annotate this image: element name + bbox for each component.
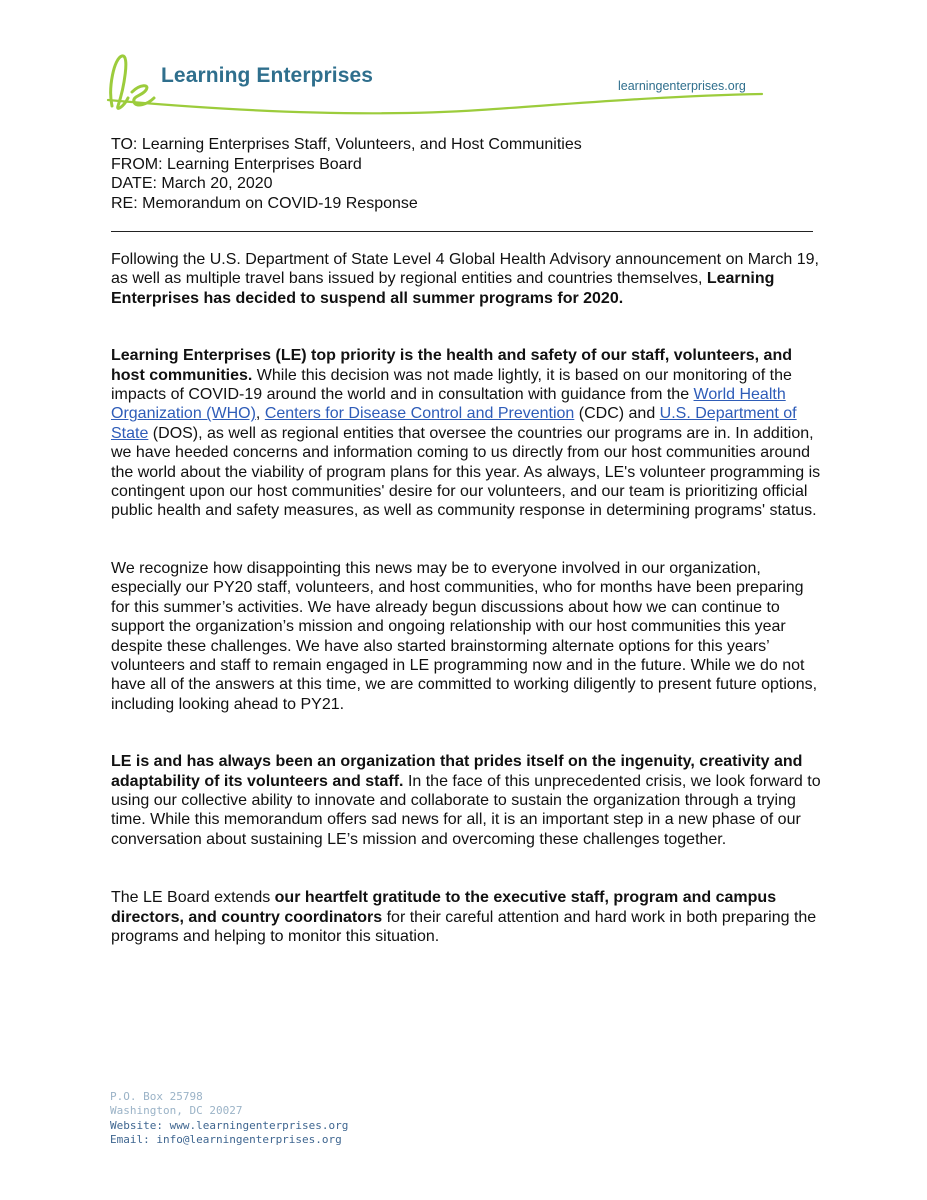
memo-divider (111, 231, 813, 232)
paragraph-adaptability: LE is and has always been an organization that prides itself on the ingenuity, creativity and adaptability of its volunteers and staff. In the face of this unprecedented crisis, we look forward to using our collective ability to innovate and collaborate to sustain the organization through a trying time. While this memorandum offers sad news for all, it is an important step in a new phase of our conversation about sustaining LE’s mission and overcoming these challenges together. (111, 753, 821, 848)
paragraph-announcement: Following the U.S. Department of State Level 4 Global Health Advisory announcement on March 19, as well as multiple travel bans issued by regional entities and countries themselves, Learning Enterprises has decided to suspend all summer programs for 2020. (111, 251, 819, 307)
cdc-link[interactable]: Centers for Disease Control and Prevention (264, 405, 575, 423)
footer-email: Email: info@learningenterprises.org (110, 1132, 342, 1146)
memo-from: FROM: Learning Enterprises Board (111, 155, 362, 173)
footer-address (110, 1090, 348, 1147)
memo-header (111, 135, 811, 213)
footer-po-box: P.O. Box 25798 (110, 1090, 203, 1103)
memo-body (111, 250, 823, 946)
footer-website: Website: www.learningenterprises.org (110, 1118, 349, 1132)
paragraph-disappointment: We recognize how disappointing this news may be to everyone involved in our organization, especially our PY20 staff, volunteers, and host communities, who for months have been preparing for this summer’s activities. We have already begun discussions about how we can continue to support the organization’s mission and ongoing relationship with our host communities this year despite these challenges. We have also started brainstorming alternate options for this years’ volunteers and staff to remain engaged in LE programming now and in the future. While we do not have all of the answers at this time, we are committed to working diligently to present future options, including looking ahead to PY21. (111, 559, 818, 713)
memo-to: TO: Learning Enterprises Staff, Volunteers, and Host Communities (111, 136, 582, 153)
dos-link[interactable]: U.S. Department of State (111, 405, 797, 442)
header-website: learningenterprises.org (618, 79, 746, 93)
paragraph-priority: Learning Enterprises (LE) top priority is the health and safety of our staff, volunteers, and host communities. While this decision was not made lightly, it is based on our monitoring of the impacts of COVID-19 around the world and in consultation with guidance from the World Health Organization (WHO), Centers for Disease Control and Prevention (CDC) and U.S. Department of State (DOS), as well as regional entities that oversee the countries our programs are in. In addition, we have heeded concerns and information coming to us directly from our host communities around the world about the viability of program plans for this year. As always, LE's volunteer programming is contingent upon our host communities' desire for our volunteers, and our team is prioritizing official public health and safety measures, as well as community response in determining programs' status. (111, 347, 821, 520)
footer-city: Washington, DC 20027 (110, 1104, 243, 1118)
letterhead (0, 0, 927, 120)
paragraph-gratitude: The LE Board extends our heartfelt gratitude to the executive staff, program and campus directors, and country coordinators for their careful attention and hard work in both preparing the programs and helping to monitor this situation. (111, 889, 817, 945)
memo-re: RE: Memorandum on COVID-19 Response (111, 194, 418, 212)
brand-name: Learning Enterprises (161, 64, 374, 87)
memo-date: DATE: March 20, 2020 (111, 175, 273, 192)
who-link[interactable]: World Health Organization (WHO) (111, 386, 786, 423)
